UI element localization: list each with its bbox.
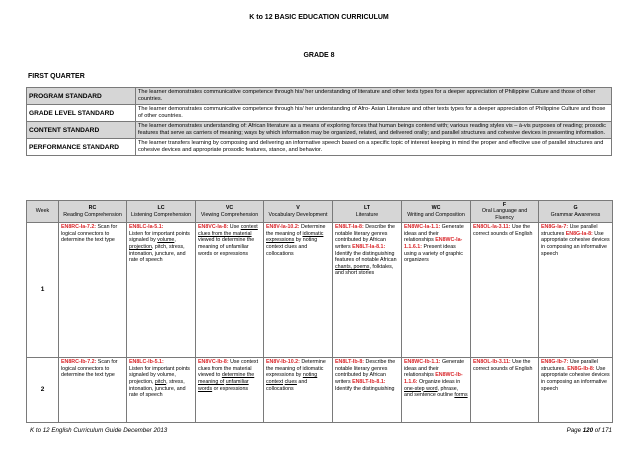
competency-code: EN8LT-Ib-8.1:	[352, 379, 386, 385]
table-header-row	[27, 201, 613, 223]
competency-text: idiomatic expressions	[266, 230, 324, 244]
total-pages: 171	[601, 427, 612, 434]
competency-code: EN8VC-Ia-8:	[198, 224, 229, 231]
cell-g	[539, 358, 613, 423]
competency-code: EN8LT-Ia-8:	[335, 224, 364, 231]
competency-code: EN8WC-Ib-1.1.6:	[404, 372, 463, 385]
competency-text: , stress, intonation, juncture, and rate of speech	[129, 379, 186, 399]
page-of: of	[593, 427, 602, 434]
grade-level-standard-row	[27, 105, 612, 122]
current-page: 120	[582, 427, 594, 434]
competency-text: Present ideas using a variety of graphic organizers	[404, 244, 463, 264]
cell-lt	[333, 358, 402, 423]
competency-text: determine the meaning of	[198, 372, 255, 385]
cell-wc	[402, 223, 471, 358]
competency-text: volume	[157, 237, 175, 244]
competency-code: EN8WC-Ib-1.1:	[404, 359, 441, 366]
standard-label: GRADE LEVEL STANDARD	[27, 105, 136, 122]
column-code: VC	[225, 205, 234, 212]
column-name: Listening Comprehension	[130, 211, 192, 218]
competency-code: EN8G-Ib-8:	[567, 365, 595, 372]
competency-text: and collocations	[266, 379, 308, 392]
competency-text: clues	[284, 379, 297, 385]
competency-code: EN8V-Ia-10.2:	[266, 224, 300, 231]
cell-vc	[196, 358, 264, 423]
page-prefix: Page	[566, 427, 583, 434]
competency-code: EN8LT-Ia-8.1:	[352, 244, 386, 250]
week-number: 2	[27, 358, 59, 423]
competency-code: EN8G-Ib-7:	[541, 359, 569, 366]
standard-label: CONTENT STANDARD	[27, 122, 136, 139]
competency-text: Use appropriate cohesive devices in composing an informative speech	[541, 230, 610, 257]
column-header-v	[264, 201, 333, 223]
competency-code: EN8VC-Ib-8:	[198, 359, 229, 366]
competency-text: unfamiliar words	[198, 379, 249, 392]
competency-text: chants, poems	[335, 263, 370, 270]
competency-text: noting context	[266, 372, 318, 385]
competency-text: Identify the distinguishing	[335, 385, 395, 392]
competency-text: Scan for logical connectors to determine the text type	[61, 224, 118, 244]
competency-text: , folktales, and short stories	[335, 263, 394, 277]
competency-text: projection	[129, 244, 152, 250]
competency-text: , pitch, stress, intonation, juncture, and rate of speech	[129, 244, 186, 264]
column-header-lt	[333, 201, 402, 223]
column-name: Literature	[355, 211, 379, 218]
footer-document-name: K to 12 English Curriculum Guide December 2013	[30, 427, 168, 434]
column-name: Oral Language and Fluency	[481, 208, 528, 221]
competency-code: EN8WC-Ia-1.1.6.1:	[404, 237, 463, 250]
standards-table	[26, 87, 612, 156]
cell-v	[264, 358, 333, 423]
column-name: Grammar Awareness	[550, 211, 601, 218]
grade-title: GRADE 8	[303, 52, 335, 59]
competency-text: Use appropriate cohesive devices in composing an informative speech	[541, 365, 610, 392]
competency-code: EN8RC-Ia-7.2:	[61, 224, 97, 231]
column-header-rc	[59, 201, 127, 223]
cell-rc	[59, 358, 127, 423]
standard-label: PERFORMANCE STANDARD	[27, 139, 136, 156]
competency-text: Generate ideas and their relationships	[404, 359, 465, 379]
column-header-wc	[402, 201, 471, 223]
curriculum-table	[26, 200, 613, 423]
competency-code: EN8RC-Ib-7.2:	[61, 359, 97, 366]
competency-text: one-step word	[404, 385, 438, 392]
competency-text: Use parallel structures.	[541, 359, 598, 372]
cell-wc	[402, 358, 471, 423]
column-code: WC	[431, 205, 441, 212]
competency-text: , phrase, and sentence outline	[404, 385, 459, 399]
cell-vc	[196, 223, 264, 358]
competency-code: EN8LC-Ib-5.1:	[129, 359, 164, 366]
column-name: Vocabulary Development	[268, 211, 328, 218]
content-standard-row	[27, 122, 612, 139]
competency-text: Use the correct sounds of English	[473, 224, 533, 237]
competency-text: context clues from the material	[198, 224, 258, 237]
cell-lt	[333, 223, 402, 358]
cell-f	[471, 223, 539, 358]
competency-code: EN8OL-Ib-3.11:	[473, 359, 511, 366]
table-row	[27, 223, 613, 358]
week-number: 1	[27, 223, 59, 358]
competency-text: Use parallel structures	[541, 224, 598, 237]
cell-g	[539, 223, 613, 358]
competency-text: Listen for important points signaled by volume, projection,	[129, 365, 190, 385]
column-name: Viewing Comprehension	[200, 211, 259, 218]
column-code: F	[502, 202, 507, 208]
competency-text: Determine the meaning of idiomatic expressions by	[266, 359, 326, 379]
competency-text: Scan for logical connectors to determine the text type	[61, 359, 118, 379]
competency-text: or expressions	[212, 385, 249, 392]
week-header: Week	[27, 201, 59, 223]
cell-v	[264, 223, 333, 358]
quarter-title: FIRST QUARTER	[28, 73, 85, 80]
column-code: LT	[363, 205, 371, 212]
column-code: RC	[88, 205, 97, 212]
program-standard-row	[27, 88, 612, 105]
competency-text: Organize ideas in	[417, 379, 461, 385]
competency-text: by noting context clues and collocations	[266, 237, 318, 257]
competency-text: Determine the meaning of	[266, 224, 326, 237]
competency-code: EN8G-Ia-8:	[565, 230, 593, 237]
cell-f	[471, 358, 539, 423]
competency-code: EN8LC-Ia-5.1:	[129, 224, 164, 231]
page-number	[567, 427, 612, 434]
competency-text: Use the correct sounds of English	[473, 359, 533, 372]
cell-rc	[59, 223, 127, 358]
column-header-vc	[196, 201, 264, 223]
table-row	[27, 358, 613, 423]
competency-code: EN8WC-Ia-1.1:	[404, 224, 441, 231]
competency-code: EN8LT-Ib-8:	[335, 359, 365, 366]
column-header-f	[471, 201, 539, 223]
column-header-g	[539, 201, 613, 223]
competency-text: Identify the distinguishing features of notable African	[335, 250, 397, 264]
cell-lc	[127, 358, 196, 423]
document-title: K to 12 BASIC EDUCATION CURRICULUM	[249, 14, 389, 21]
standard-label: PROGRAM STANDARD	[27, 88, 136, 105]
column-name: Writing and Composition	[407, 211, 465, 218]
standard-text: The learner demonstrates communicative competence through his/ her understanding of literature and other texts types for a deeper appreciation of Philippine Culture and those of other countries.	[136, 88, 612, 105]
column-code: LC	[157, 205, 165, 212]
standard-text: The learner demonstrates understanding of: African literature as a means of exploring forces that human beings contend with; various reading styles vis – à-vis purposes of reading; prosodic features that serve as carriers of meaning; ways by which information may be organized, related, and delivered orally; and parallel structures and cohesive devices in presenting information.	[136, 122, 612, 139]
competency-text: pitch	[154, 379, 167, 385]
column-name: Reading Comprehension	[63, 211, 122, 218]
competency-code: EN8OL-Ia-3.11:	[473, 224, 511, 231]
competency-text: Listen for important points signaled by	[129, 230, 190, 244]
competency-text: Describe the notable literary genres contributed by African writers	[335, 224, 395, 250]
standard-text: The learner demonstrates communicative competence through his/ her understanding of Afro- Asian Literature and other texts types for a deeper appreciation of Philippine Culture and those of other countries.	[136, 105, 612, 122]
standard-text: The learner transfers learning by composing and delivering an informative speech based on a specific topic of interest keeping in mind the proper and effective use of parallel structures and cohesive devices and appropriate prosodic features, stance, and behavior.	[136, 139, 612, 156]
column-code: V	[296, 205, 300, 212]
competency-text: Use context clues from the material viewed to	[198, 359, 259, 379]
competency-text: ,	[174, 237, 176, 244]
competency-text: Describe the notable literary genres contributed by African writers	[335, 359, 396, 385]
competency-text: Use	[228, 224, 241, 231]
cell-lc	[127, 223, 196, 358]
competency-code: EN8V-Ib-10.2:	[266, 359, 300, 366]
competency-text: viewed to determine the meaning of unfamiliar words or expressions	[198, 237, 255, 257]
performance-standard-row	[27, 139, 612, 156]
competency-text: Generate ideas and their relationships	[404, 224, 464, 244]
column-code: G	[573, 205, 578, 212]
competency-code: EN8G-Ia-7:	[541, 224, 569, 231]
column-header-lc	[127, 201, 196, 223]
competency-text: forms	[454, 392, 468, 399]
